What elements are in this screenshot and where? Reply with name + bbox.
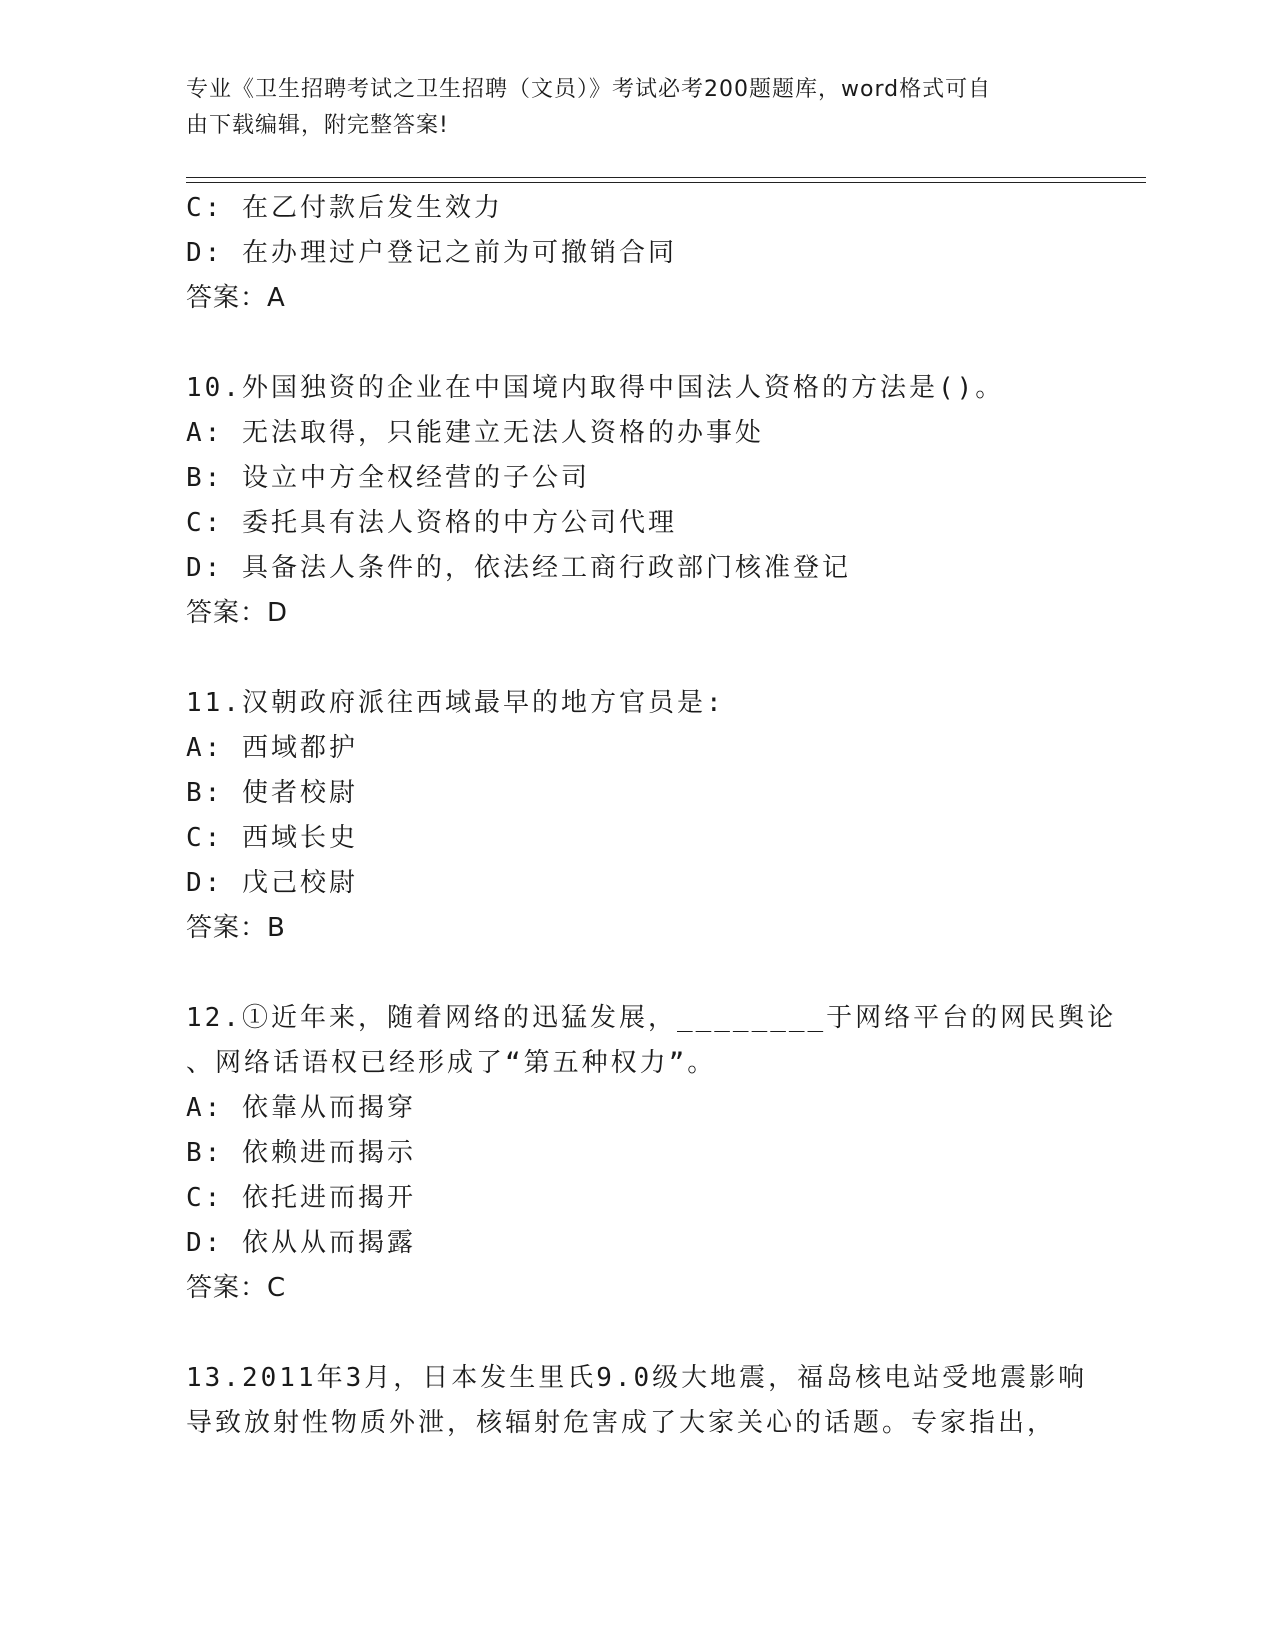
q12-stem-line-1: 12.①近年来，随着网络的迅猛发展，________于网络平台的网民舆论 (186, 1003, 1117, 1033)
q10-stem: 10.外国独资的企业在中国境内取得中国法人资格的方法是()。 (186, 373, 1005, 403)
header-rule-bottom (186, 182, 1146, 183)
q12-option-d: D: 依从从而揭露 (186, 1228, 416, 1258)
q10-option-a: A: 无法取得，只能建立无法人资格的办事处 (186, 418, 764, 448)
q10-option-d: D: 具备法人条件的，依法经工商行政部门核准登记 (186, 553, 851, 583)
q11-option-c: C: 西域长史 (186, 823, 358, 853)
q12-option-b: B: 依赖进而揭示 (186, 1138, 416, 1168)
header-line-2: 由下载编辑，附完整答案! (186, 113, 449, 138)
q9-answer: 答案：A (186, 283, 286, 313)
header-rule-top (186, 177, 1146, 178)
q10-option-c: C: 委托具有法人资格的中方公司代理 (186, 508, 677, 538)
q13-stem-line-2: 导致放射性物质外泄，核辐射危害成了大家关心的话题。专家指出， (186, 1408, 1057, 1438)
q10-option-b: B: 设立中方全权经营的子公司 (186, 463, 590, 493)
q12-option-a: A: 依靠从而揭穿 (186, 1093, 416, 1123)
q12-stem-line-2: 、网络话语权已经形成了“第五种权力”。 (186, 1048, 717, 1078)
q9-option-c: C: 在乙付款后发生效力 (186, 193, 503, 223)
q12-answer: 答案：C (186, 1273, 287, 1303)
q13-stem-line-1: 13.2011年3月，日本发生里氏9.0级大地震，福岛核电站受地震影响 (186, 1363, 1088, 1393)
header-line-1: 专业《卫生招聘考试之卫生招聘（文员）》考试必考200题题库，word格式可自 (186, 77, 992, 102)
q11-option-a: A: 西域都护 (186, 733, 358, 763)
q11-answer: 答案：B (186, 913, 286, 943)
q12-option-c: C: 依托进而揭开 (186, 1183, 416, 1213)
q11-option-d: D: 戊己校尉 (186, 868, 358, 898)
q10-answer: 答案：D (186, 598, 289, 628)
document-header (186, 72, 1086, 144)
q11-option-b: B: 使者校尉 (186, 778, 358, 808)
q11-stem: 11.汉朝政府派往西域最早的地方官员是: (186, 688, 725, 718)
q9-option-d: D: 在办理过户登记之前为可撤销合同 (186, 238, 677, 268)
